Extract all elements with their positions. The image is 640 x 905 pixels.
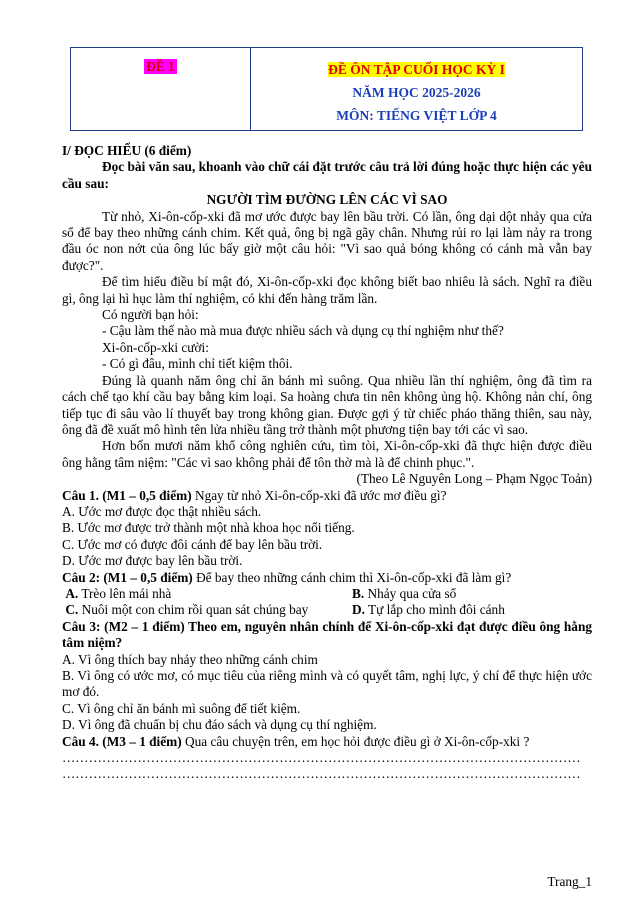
story-source: (Theo Lê Nguyên Long – Phạm Ngọc Toản) [356, 471, 592, 487]
story-paragraph: - Có gì đâu, mình chỉ tiết kiệm thôi. [102, 356, 293, 372]
content [62, 143, 592, 783]
story-paragraph: Đúng là quanh năm ông chỉ ăn bánh mì suông. Qua nhiều lần thí nghiệm, ông đã tìm ra cách chế tạo khí cầu bay bằng kim loại. Sa hoàng chưa tin nên không ủng hộ. Không nản chí, ông tiếp tục đi sâu vào lí thuyết bay trong không gian. Được gợi ý từ chiếc pháo thăng thiên, sau này, ông đã đề xuất mô hình tên lửa nhiều tầng trở thành một phương tiện bay tới các vì sao. [62, 372, 592, 437]
q3-option-d[interactable]: D. Vì ông đã chuẩn bị chu đáo sách và dụng cụ thí nghiệm. [62, 717, 377, 733]
question-2-label: Câu 2: (M1 – 0,5 điểm) [62, 569, 193, 585]
q1-option-d[interactable]: D. Ước mơ được bay lên bầu trời. [62, 553, 243, 569]
story-title: NGƯỜI TÌM ĐƯỜNG LÊN CÁC VÌ SAO [206, 192, 448, 208]
header-box [70, 47, 583, 131]
story-paragraph: Có người bạn hỏi: [102, 307, 199, 323]
exam-title: ĐỀ ÔN TẬP CUỐI HỌC KỲ I [328, 62, 505, 77]
q1-option-c[interactable]: C. Ước mơ có được đôi cánh để bay lên bầu trời. [62, 536, 323, 552]
header-right-cell [251, 48, 582, 130]
question-4 [62, 734, 592, 750]
answer-line[interactable]: ……………………………………………………………………………………………………… [62, 766, 581, 782]
story-paragraph: - Cậu làm thế nào mà mua được nhiều sách và dụng cụ thí nghiệm như thế? [102, 323, 504, 339]
q2-option-a[interactable]: A. Trèo lên mái nhà [65, 585, 172, 601]
q1-option-b[interactable]: B. Ước mơ được trở thành một nhà khoa học nổi tiếng. [62, 520, 355, 536]
question-2 [62, 570, 592, 586]
school-year: NĂM HỌC 2025-2026 [352, 85, 481, 100]
question-1-label: Câu 1. (M1 – 0,5 điểm) [62, 487, 192, 503]
question-3: Câu 3: (M2 – 1 điểm) Theo em, nguyên nhân chính để Xi-ôn-cốp-xki đạt được điều ông hằng tâm niệm? [62, 618, 592, 651]
exam-code: ĐỀ 1 [146, 59, 175, 74]
story-paragraph: Hơn bốn mươi năm khổ công nghiên cứu, tìm tòi, Xi-ôn-cốp-xki đã thực hiện được điều ông hằng tâm niệm: "Các vì sao không phải để tôn thờ mà là để chinh phục.". [62, 438, 592, 470]
answer-line[interactable]: ……………………………………………………………………………………………………… [62, 750, 581, 766]
instruction: Đọc bài văn sau, khoanh vào chữ cái đặt trước câu trả lời đúng hoặc thực hiện các yêu cầu sau: [62, 159, 592, 191]
header-left-cell [71, 48, 251, 130]
question-2-text: Để bay theo những cánh chim thì Xi-ôn-cốp-xki đã làm gì? [192, 569, 512, 585]
q2-option-d[interactable]: D. Tự lắp cho mình đôi cánh [352, 602, 505, 618]
question-4-label: Câu 4. (M3 – 1 điểm) [62, 733, 182, 749]
question-1 [62, 488, 592, 504]
q2-option-c[interactable]: C. Nuôi một con chim rồi quan sát chúng bay [65, 602, 309, 618]
story-paragraph: Xi-ôn-cốp-xki cười: [102, 339, 209, 355]
story-paragraph: Từ nhỏ, Xi-ôn-cốp-xki đã mơ ước được bay lên bầu trời. Có lần, ông dại dột nhảy qua cửa sổ để bay theo những cánh chim. Kết quả, ông bị ngã gãy chân. Nhưng rủi ro lại làm nảy ra trong đầu óc non nớt của ông lúc bấy giờ một câu hỏi: "Vì sao quả bóng không có cánh mà vẫn bay được?". [62, 208, 592, 273]
q1-option-a[interactable]: A. Ước mơ được đọc thật nhiều sách. [62, 503, 262, 519]
subject: MÔN: TIẾNG VIỆT LỚP 4 [336, 108, 497, 123]
q2-options-row-1 [62, 586, 592, 602]
question-1-text: Ngay từ nhỏ Xi-ôn-cốp-xki đã ước mơ điều gì? [191, 487, 447, 503]
question-4-text: Qua câu chuyện trên, em học hỏi được điều gì ở Xi-ôn-cốp-xki ? [181, 733, 530, 749]
q3-option-b[interactable]: B. Vì ông có ước mơ, có mục tiêu của riêng mình và có quyết tâm, nghị lực, ý chí để thực hiện ước mơ đó. [62, 668, 592, 700]
page-number: Trang_1 [547, 874, 592, 889]
q3-option-c[interactable]: C. Vì ông chỉ ăn bánh mì suông để tiết kiệm. [62, 700, 301, 716]
section-heading: I/ ĐỌC HIỂU (6 điểm) [62, 143, 192, 158]
story-paragraph: Để tìm hiểu điều bí mật đó, Xi-ôn-cốp-xki đọc không biết bao nhiêu là sách. Nghĩ ra điều gì, ông lại hì hục làm thí nghiệm, có khi đến hàng trăm lần. [62, 274, 592, 306]
q2-options-row-2 [62, 602, 592, 618]
q2-option-b[interactable]: B. Nhảy qua cửa sổ [352, 585, 457, 601]
q3-option-a[interactable]: A. Vì ông thích bay nhảy theo những cánh chim [62, 651, 318, 667]
